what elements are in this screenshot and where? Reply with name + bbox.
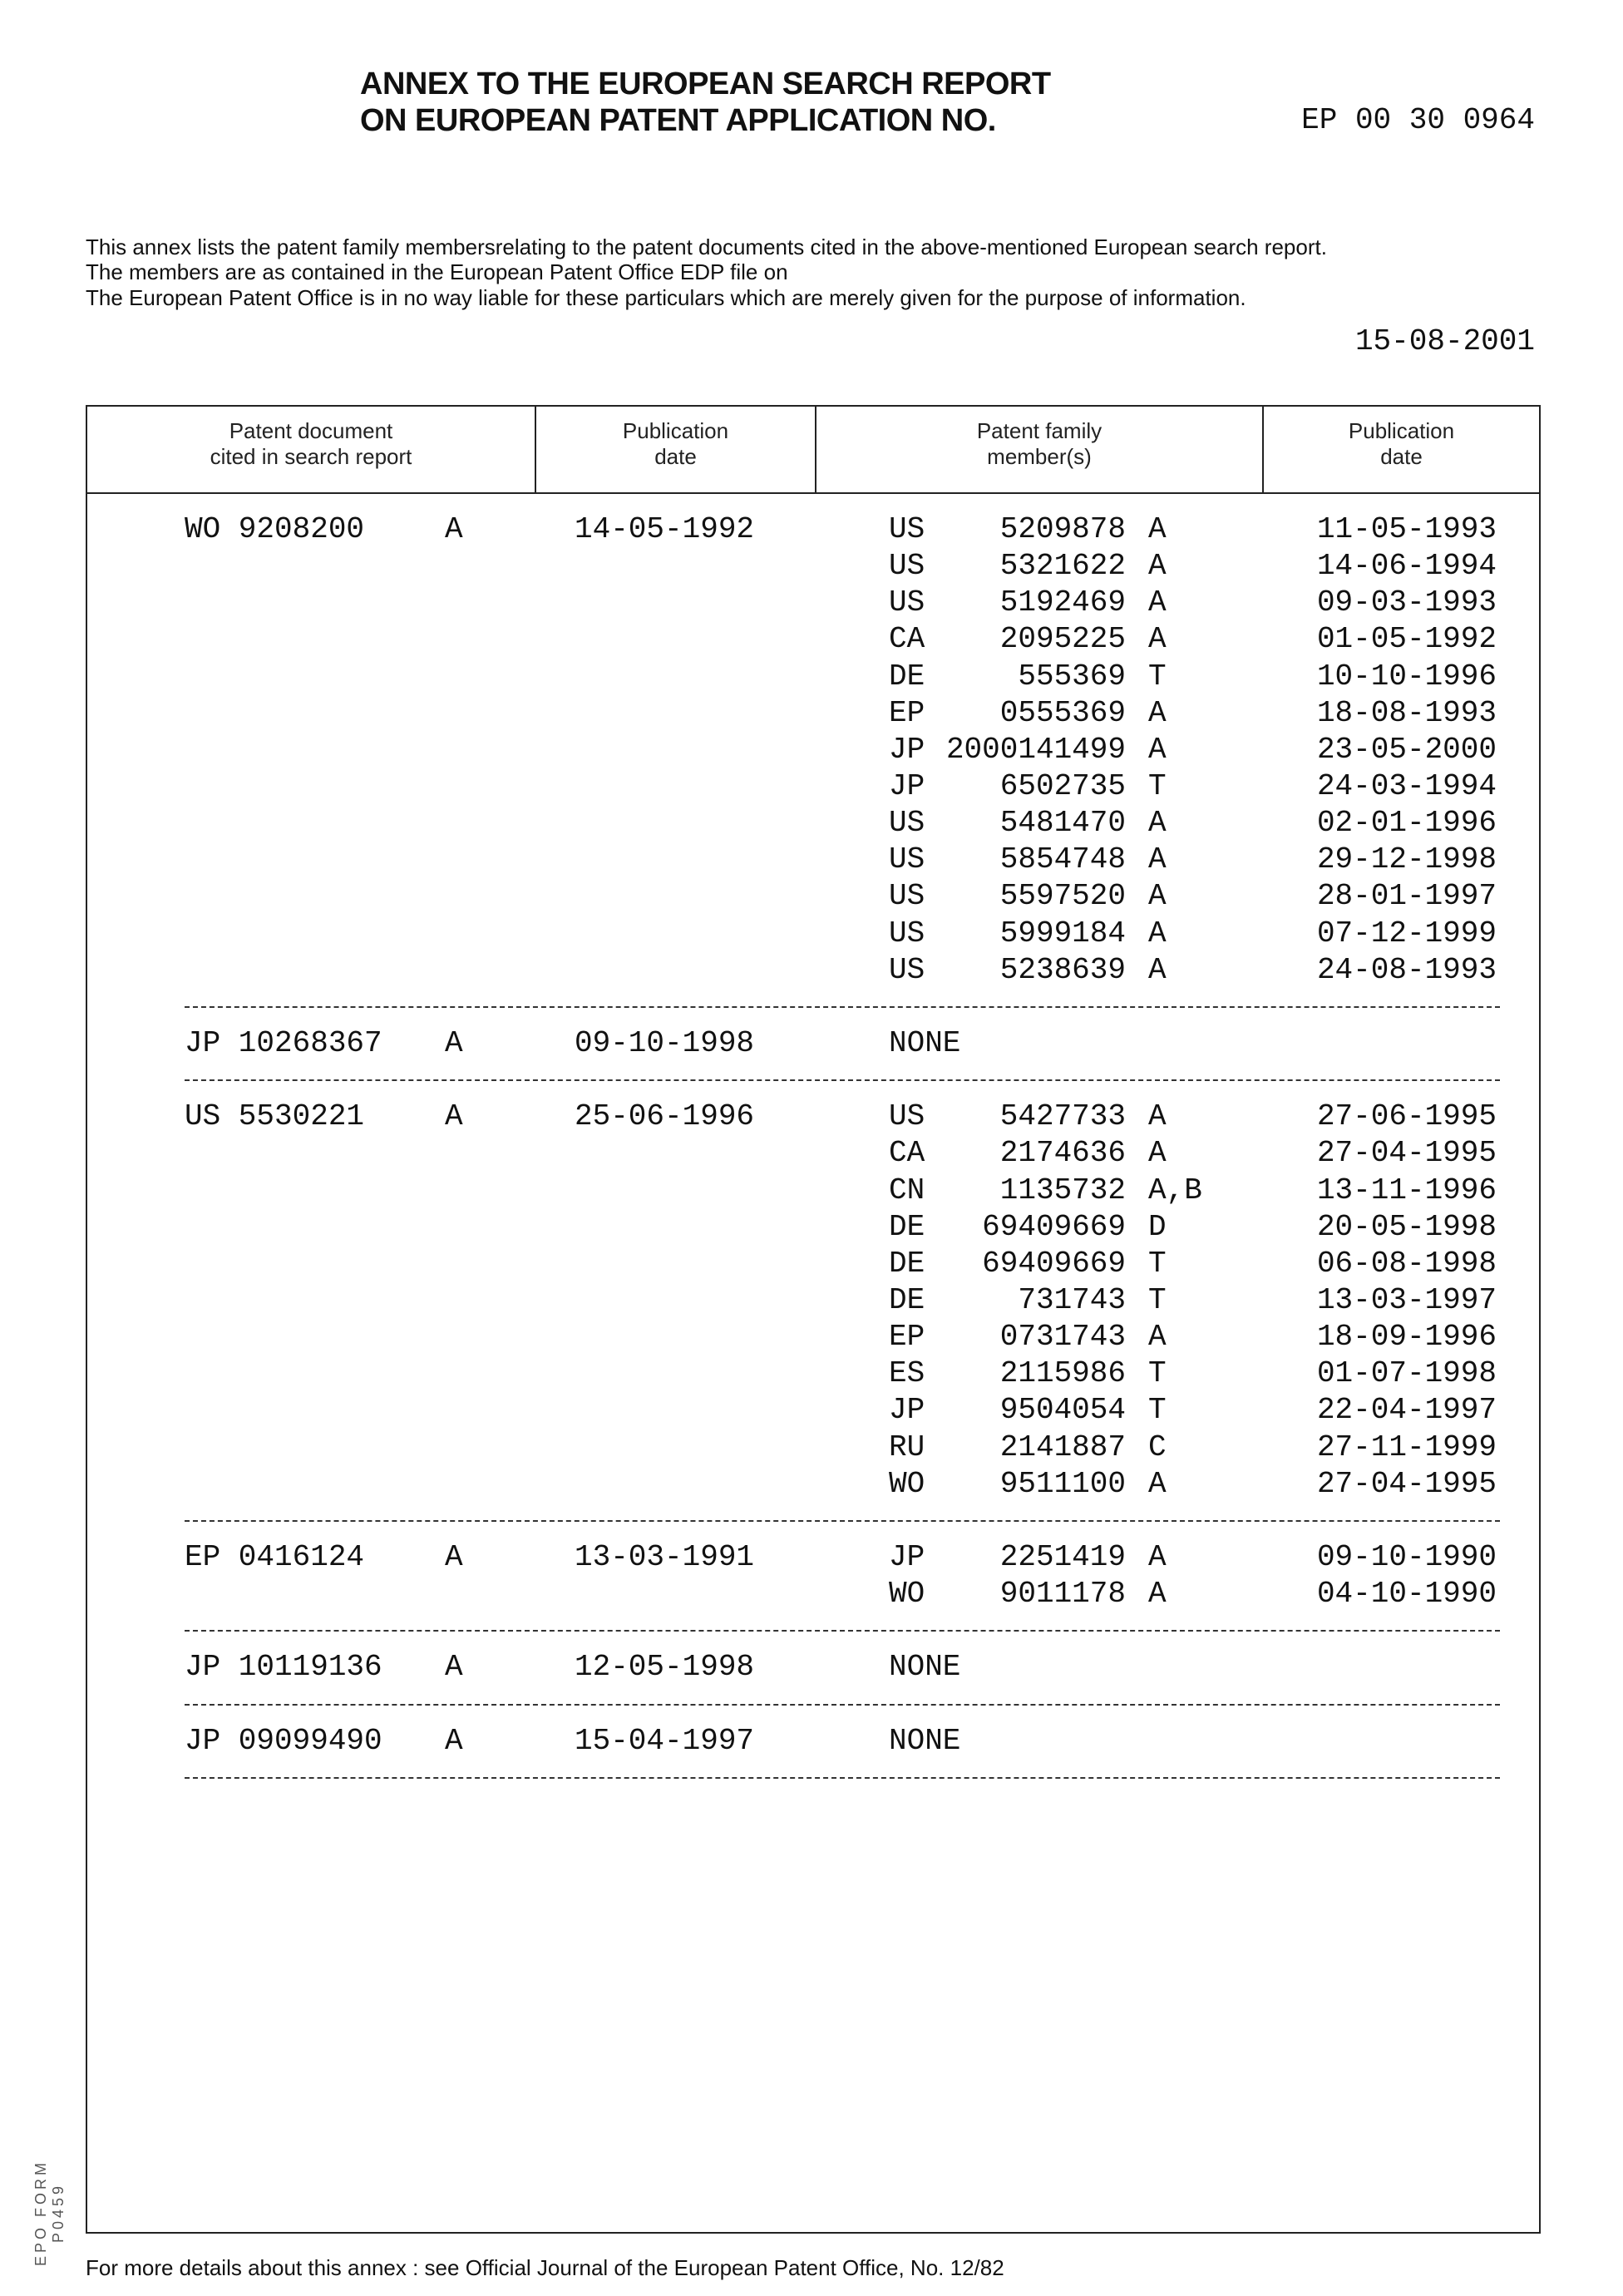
member-kind: D <box>1148 1209 1167 1246</box>
member-kind: A <box>1148 1099 1167 1135</box>
member-country: JP <box>889 768 925 805</box>
member-publication-date: 27-04-1995 <box>1317 1135 1497 1172</box>
table-row <box>87 1099 1539 1135</box>
table-row <box>87 952 1539 989</box>
member-country: DE <box>889 1246 925 1282</box>
cited-document: EP 0416124 <box>185 1539 364 1576</box>
member-publication-date: 18-08-1993 <box>1317 695 1497 732</box>
member-publication-date: 09-10-1990 <box>1317 1539 1497 1576</box>
member-country: EP <box>889 695 925 732</box>
table-row <box>87 1466 1539 1503</box>
member-number: 2174636 <box>1000 1135 1126 1172</box>
table-row <box>87 1282 1539 1319</box>
member-publication-date: 27-11-1999 <box>1317 1429 1497 1466</box>
member-kind: A <box>1148 621 1167 658</box>
table-row <box>87 1209 1539 1246</box>
member-country: US <box>889 1099 925 1135</box>
member-number: 2141887 <box>1000 1429 1126 1466</box>
member-kind: A <box>1148 695 1167 732</box>
cited-publication-date: 14-05-1992 <box>575 511 754 548</box>
cited-publication-date: 13-03-1991 <box>575 1539 754 1576</box>
no-family-members: NONE <box>889 1649 960 1686</box>
member-country: WO <box>889 1576 925 1612</box>
member-publication-date: 27-06-1995 <box>1317 1099 1497 1135</box>
member-publication-date: 22-04-1997 <box>1317 1392 1497 1429</box>
cited-document: WO 9208200 <box>185 511 364 548</box>
cited-kind: A <box>445 1539 463 1576</box>
member-country: JP <box>889 732 925 768</box>
member-kind: A <box>1148 842 1167 878</box>
table-body <box>87 511 1539 1796</box>
member-number: 9011178 <box>1000 1576 1126 1612</box>
table-row <box>87 1246 1539 1282</box>
member-number: 5999184 <box>1000 916 1126 952</box>
table-row <box>87 732 1539 768</box>
member-number: 9504054 <box>1000 1392 1126 1429</box>
member-kind: A,B <box>1148 1173 1202 1209</box>
member-kind: A <box>1148 585 1167 621</box>
member-publication-date: 29-12-1998 <box>1317 842 1497 878</box>
group-separator <box>87 1760 1539 1796</box>
member-number: 5238639 <box>1000 952 1126 989</box>
header-label: Patent family <box>816 418 1262 444</box>
group-separator <box>87 1062 1539 1099</box>
table-row <box>87 1392 1539 1429</box>
group-separator <box>87 1503 1539 1539</box>
member-number: 5209878 <box>1000 511 1126 548</box>
table-row <box>87 659 1539 695</box>
member-number: 5854748 <box>1000 842 1126 878</box>
member-kind: A <box>1148 1576 1167 1612</box>
member-number: 2251419 <box>1000 1539 1126 1576</box>
table-row <box>87 621 1539 658</box>
member-publication-date: 14-06-1994 <box>1317 548 1497 585</box>
member-country: US <box>889 511 925 548</box>
member-publication-date: 13-03-1997 <box>1317 1282 1497 1319</box>
member-number: 5597520 <box>1000 878 1126 915</box>
member-kind: A <box>1148 548 1167 585</box>
member-publication-date: 01-07-1998 <box>1317 1355 1497 1392</box>
header-label: Patent document <box>87 418 535 444</box>
member-number: 2000141499 <box>946 732 1126 768</box>
member-publication-date: 24-03-1994 <box>1317 768 1497 805</box>
table-row <box>87 548 1539 585</box>
member-publication-date: 24-08-1993 <box>1317 952 1497 989</box>
table-row <box>87 916 1539 952</box>
member-publication-date: 27-04-1995 <box>1317 1466 1497 1503</box>
member-publication-date: 28-01-1997 <box>1317 878 1497 915</box>
member-number: 5321622 <box>1000 548 1126 585</box>
table-row <box>87 1539 1539 1576</box>
member-kind: A <box>1148 1466 1167 1503</box>
member-country: CA <box>889 1135 925 1172</box>
table-row <box>87 842 1539 878</box>
member-number: 5481470 <box>1000 805 1126 842</box>
member-publication-date: 20-05-1998 <box>1317 1209 1497 1246</box>
table-row <box>87 695 1539 732</box>
no-family-members: NONE <box>889 1025 960 1062</box>
application-number: EP 00 30 0964 <box>1301 103 1535 137</box>
member-country: EP <box>889 1319 925 1355</box>
table-row <box>87 1355 1539 1392</box>
cited-publication-date: 12-05-1998 <box>575 1649 754 1686</box>
member-kind: T <box>1148 768 1167 805</box>
group-separator <box>87 1686 1539 1723</box>
member-kind: T <box>1148 1282 1167 1319</box>
member-kind: A <box>1148 805 1167 842</box>
intro-line-3: The European Patent Office is in no way liable for these particulars which are merely given for the purpose of information. <box>86 285 1246 310</box>
member-publication-date: 04-10-1990 <box>1317 1576 1497 1612</box>
cited-document: US 5530221 <box>185 1099 364 1135</box>
cited-document: JP 10268367 <box>185 1025 382 1062</box>
table-row <box>87 1173 1539 1209</box>
member-country: US <box>889 805 925 842</box>
member-kind: A <box>1148 511 1167 548</box>
cited-publication-date: 09-10-1998 <box>575 1025 754 1062</box>
table-row <box>87 1649 1539 1686</box>
cited-publication-date: 25-06-1996 <box>575 1099 754 1135</box>
member-number: 2095225 <box>1000 621 1126 658</box>
member-number: 555369 <box>1018 659 1126 695</box>
member-publication-date: 11-05-1993 <box>1317 511 1497 548</box>
member-number: 2115986 <box>1000 1355 1126 1392</box>
member-kind: T <box>1148 659 1167 695</box>
patent-family-table <box>86 405 1541 2234</box>
member-country: US <box>889 916 925 952</box>
table-row <box>87 511 1539 548</box>
header-cited-document <box>87 407 536 494</box>
member-kind: A <box>1148 1539 1167 1576</box>
table-row <box>87 1135 1539 1172</box>
table-row <box>87 1576 1539 1612</box>
member-number: 9511100 <box>1000 1466 1126 1503</box>
table-row <box>87 585 1539 621</box>
cited-kind: A <box>445 1723 463 1760</box>
header-label: Publication <box>1264 418 1539 444</box>
member-publication-date: 01-05-1992 <box>1317 621 1497 658</box>
header-label: member(s) <box>816 444 1262 470</box>
intro-line-2: The members are as contained in the European Patent Office EDP file on <box>86 259 788 284</box>
member-number: 69409669 <box>982 1246 1126 1282</box>
table-row <box>87 1025 1539 1062</box>
cited-kind: A <box>445 1099 463 1135</box>
report-title-line2: ON EUROPEAN PATENT APPLICATION NO. <box>360 102 996 139</box>
member-publication-date: 06-08-1998 <box>1317 1246 1497 1282</box>
member-country: US <box>889 952 925 989</box>
header-label: date <box>536 444 815 470</box>
header-family-members <box>816 407 1264 494</box>
table-row <box>87 1319 1539 1355</box>
member-number: 731743 <box>1018 1282 1126 1319</box>
cited-document: JP 10119136 <box>185 1649 382 1686</box>
member-number: 5427733 <box>1000 1099 1126 1135</box>
member-kind: T <box>1148 1392 1167 1429</box>
form-id: EPO FORM P0459 <box>32 2130 67 2296</box>
member-country: ES <box>889 1355 925 1392</box>
group-separator <box>87 1612 1539 1649</box>
member-number: 0731743 <box>1000 1319 1126 1355</box>
member-kind: A <box>1148 732 1167 768</box>
report-title-line1: ANNEX TO THE EUROPEAN SEARCH REPORT <box>360 66 1051 102</box>
member-kind: A <box>1148 952 1167 989</box>
member-country: DE <box>889 1209 925 1246</box>
member-country: US <box>889 878 925 915</box>
table-row <box>87 878 1539 915</box>
table-row <box>87 805 1539 842</box>
header-label: date <box>1264 444 1539 470</box>
member-country: US <box>889 585 925 621</box>
header-label: Publication <box>536 418 815 444</box>
table-row <box>87 1723 1539 1760</box>
member-publication-date: 09-03-1993 <box>1317 585 1497 621</box>
member-country: DE <box>889 1282 925 1319</box>
member-kind: A <box>1148 878 1167 915</box>
table-row <box>87 1429 1539 1466</box>
member-publication-date: 10-10-1996 <box>1317 659 1497 695</box>
cited-kind: A <box>445 511 463 548</box>
member-publication-date: 13-11-1996 <box>1317 1173 1497 1209</box>
table-row <box>87 768 1539 805</box>
member-publication-date: 02-01-1996 <box>1317 805 1497 842</box>
member-country: RU <box>889 1429 925 1466</box>
member-number: 1135732 <box>1000 1173 1126 1209</box>
member-country: DE <box>889 659 925 695</box>
header-member-publication-date <box>1264 407 1539 494</box>
member-number: 6502735 <box>1000 768 1126 805</box>
footer-note: For more details about this annex : see Official Journal of the European Patent Office, No. 12/82 <box>86 2255 1004 2281</box>
member-kind: C <box>1148 1429 1167 1466</box>
cited-document: JP 09099490 <box>185 1723 382 1760</box>
cited-kind: A <box>445 1649 463 1686</box>
member-kind: A <box>1148 1319 1167 1355</box>
member-country: WO <box>889 1466 925 1503</box>
header-label: cited in search report <box>87 444 535 470</box>
cited-kind: A <box>445 1025 463 1062</box>
intro-line-1: This annex lists the patent family membersrelating to the patent documents cited in the above-mentioned European search report. <box>86 235 1327 259</box>
member-publication-date: 23-05-2000 <box>1317 732 1497 768</box>
member-number: 69409669 <box>982 1209 1126 1246</box>
member-country: US <box>889 842 925 878</box>
group-separator <box>87 989 1539 1025</box>
report-date: 15-08-2001 <box>1355 324 1535 358</box>
member-kind: A <box>1148 916 1167 952</box>
member-country: JP <box>889 1392 925 1429</box>
header-publication-date <box>536 407 816 494</box>
member-number: 0555369 <box>1000 695 1126 732</box>
member-publication-date: 18-09-1996 <box>1317 1319 1497 1355</box>
member-country: CN <box>889 1173 925 1209</box>
member-country: US <box>889 548 925 585</box>
member-kind: T <box>1148 1355 1167 1392</box>
member-kind: A <box>1148 1135 1167 1172</box>
member-number: 5192469 <box>1000 585 1126 621</box>
member-country: JP <box>889 1539 925 1576</box>
cited-publication-date: 15-04-1997 <box>575 1723 754 1760</box>
member-publication-date: 07-12-1999 <box>1317 916 1497 952</box>
member-country: CA <box>889 621 925 658</box>
member-kind: T <box>1148 1246 1167 1282</box>
no-family-members: NONE <box>889 1723 960 1760</box>
